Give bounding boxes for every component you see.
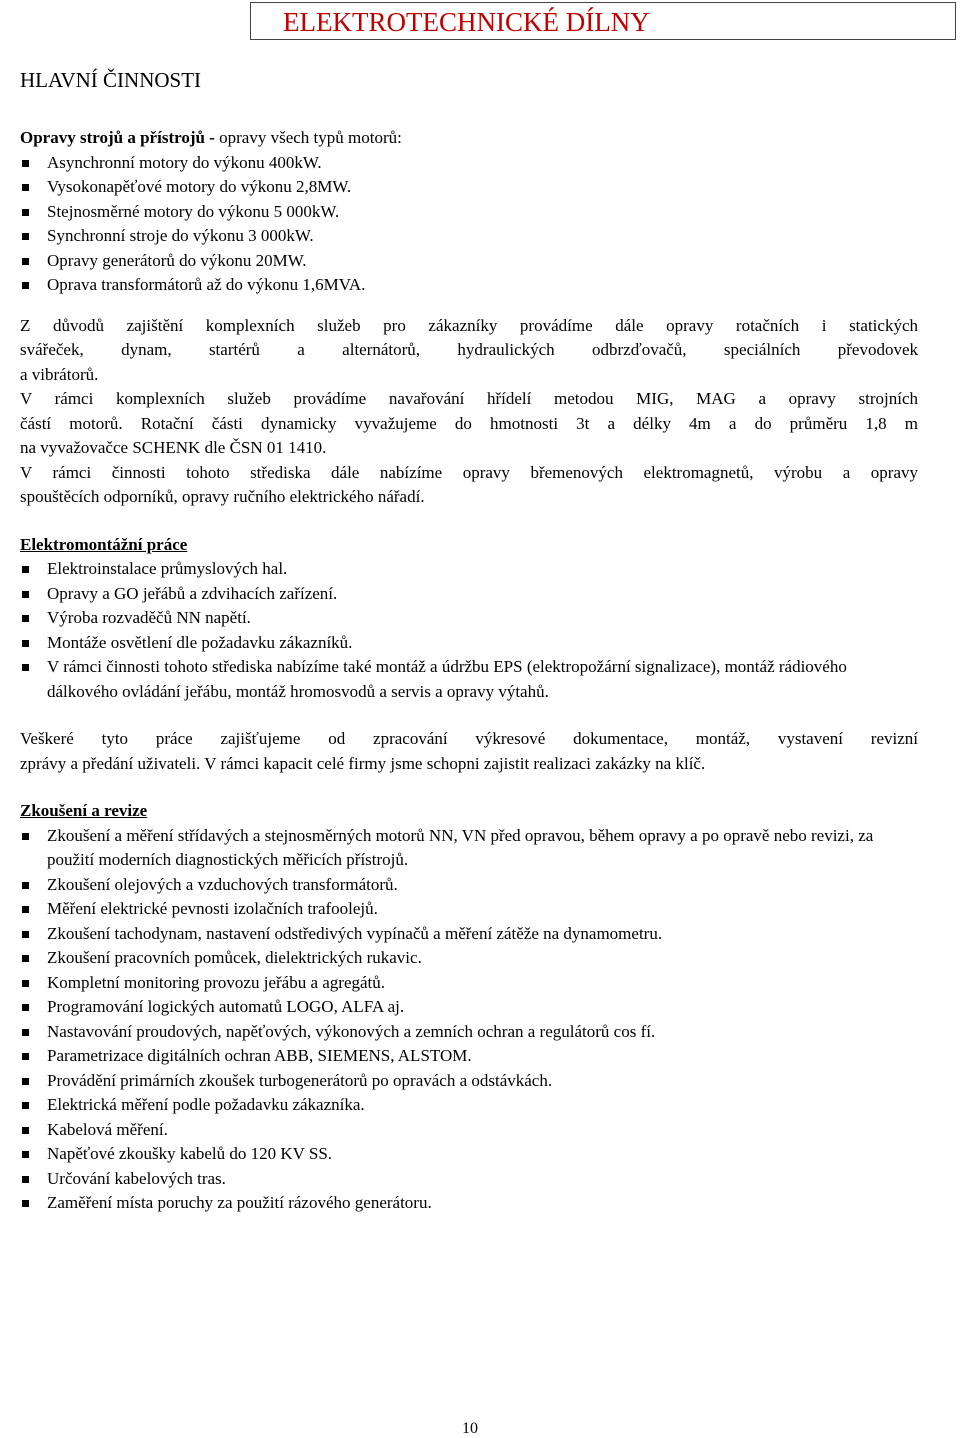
list-item bbox=[20, 1069, 920, 1094]
square-bullet-icon bbox=[22, 566, 29, 573]
list-item-text: Vysokonapěťové motory do výkonu 2,8MW. bbox=[47, 177, 352, 196]
square-bullet-icon bbox=[22, 1053, 29, 1060]
square-bullet-icon bbox=[22, 1078, 29, 1085]
list-item-text: Zkoušení tachodynam, nastavení odstředivých vypínačů a měření zátěže na dynamometru. bbox=[47, 923, 663, 943]
square-bullet-icon bbox=[22, 233, 29, 240]
list-item-text: Opravy generátorů do výkonu 20MW. bbox=[47, 250, 307, 270]
section2-list bbox=[20, 557, 920, 704]
list-item-text: Zaměření místa poruchy za použití rázového generátoru. bbox=[47, 1193, 432, 1212]
list-item bbox=[20, 200, 920, 225]
main-heading: HLAVNÍ ČINNOSTI bbox=[20, 68, 202, 92]
list-item-text: Kompletní monitoring provozu jeřábu a agregátů. bbox=[47, 972, 386, 992]
section2-heading bbox=[20, 533, 920, 558]
paragraph bbox=[20, 461, 920, 510]
paragraph-line: svářeček, dynam, startérů a alternátorů, hydraulických odbrzďovačů, speciálních převodovek bbox=[20, 340, 918, 359]
section2-heading-text: Elektromontážní práce bbox=[20, 534, 188, 554]
list-item-text: Zkoušení pracovních pomůcek, dielektrických rukavic. bbox=[47, 948, 422, 967]
section1-lead bbox=[20, 126, 920, 151]
list-item bbox=[20, 249, 920, 274]
list-item bbox=[20, 1044, 920, 1069]
square-bullet-icon bbox=[22, 1127, 29, 1134]
list-item-text: Výroba rozvaděčů NN napětí. bbox=[47, 608, 251, 627]
square-bullet-icon bbox=[22, 282, 29, 289]
list-item bbox=[20, 557, 920, 582]
list-item bbox=[20, 824, 920, 873]
square-bullet-icon bbox=[22, 209, 29, 216]
paragraph bbox=[20, 387, 920, 461]
square-bullet-icon bbox=[22, 184, 29, 191]
list-item bbox=[20, 1191, 920, 1216]
list-item bbox=[20, 946, 920, 971]
list-item-text: Parametrizace digitálních ochran ABB, SIEMENS, ALSTOM. bbox=[47, 1046, 472, 1065]
list-item bbox=[20, 175, 920, 200]
paragraph-line: V rámci komplexních služeb provádíme navařování hřídelí metodou MIG, MAG a opravy strojních bbox=[20, 389, 918, 408]
list-item bbox=[20, 655, 920, 704]
paragraph-line: V rámci činnosti tohoto střediska dále nabízíme opravy břemenových elektromagnetů, výrobu a opravy bbox=[20, 462, 918, 482]
list-item-text: Elektroinstalace průmyslových hal. bbox=[47, 559, 288, 578]
list-item bbox=[20, 971, 920, 996]
section3-heading-text: Zkoušení a revize bbox=[20, 801, 148, 820]
list-item-text: Elektrická měření podle požadavku zákazníka. bbox=[47, 1095, 365, 1114]
list-item-text: Stejnosměrné motory do výkonu 5 000kW. bbox=[47, 201, 340, 221]
list-item-text: Určování kabelových tras. bbox=[47, 1168, 226, 1188]
section2-paragraph bbox=[20, 727, 920, 776]
list-item bbox=[20, 1118, 920, 1143]
paragraph-line: Z důvodů zajištění komplexních služeb pro zákazníky provádíme dále opravy rotačních i statických bbox=[20, 315, 918, 335]
square-bullet-icon bbox=[22, 882, 29, 889]
square-bullet-icon bbox=[22, 640, 29, 647]
page-number: 10 bbox=[462, 1420, 478, 1437]
list-item bbox=[20, 922, 920, 947]
square-bullet-icon bbox=[22, 1102, 29, 1109]
list-item-text: Kabelová měření. bbox=[47, 1119, 168, 1139]
list-item-text: Zkoušení a měření střídavých a stejnosměrných motorů NN, VN před opravou, během opravy a po opravě nebo revizi, za použití moderních diagnostických měřicích přístrojů. bbox=[47, 825, 874, 869]
list-item bbox=[20, 995, 920, 1020]
list-item-text: Zkoušení olejových a vzduchových transformátorů. bbox=[47, 874, 398, 894]
list-item-text: V rámci činnosti tohoto střediska nabízíme také montáž a údržbu EPS (elektropožární signalizace), montáž rádiového dálkového ovládání jeřábu, montáž hromosvodů a servis a opravy výtahů. bbox=[47, 657, 847, 701]
square-bullet-icon bbox=[22, 1004, 29, 1011]
list-item-text: Programování logických automatů LOGO, ALFA aj. bbox=[47, 997, 405, 1016]
page-title: ELEKTROTECHNICKÉ DÍLNY bbox=[283, 7, 650, 37]
list-item-text: Montáže osvětlení dle požadavku zákazníků. bbox=[47, 632, 353, 652]
square-bullet-icon bbox=[22, 1176, 29, 1183]
square-bullet-icon bbox=[22, 664, 29, 671]
paragraph-line: částí motorů. Rotační části dynamicky vyvažujeme do hmotnosti 3t a délky 4m a do průměru 1,8 m bbox=[20, 413, 918, 433]
paragraph-line: zprávy a předání uživateli. V rámci kapacit celé firmy jsme schopni zajistit realizaci zakázky na klíč. bbox=[20, 753, 706, 773]
list-item-text: Nastavování proudových, napěťových, výkonových a zemních ochran a regulátorů cos fí. bbox=[47, 1021, 656, 1041]
list-item-text: Opravy a GO jeřábů a zdvihacích zařízení. bbox=[47, 583, 338, 603]
paragraph-line: na vyvažovačce SCHENK dle ČSN 01 1410. bbox=[20, 438, 327, 457]
list-item bbox=[20, 1167, 920, 1192]
section1-paragraphs bbox=[20, 314, 920, 510]
square-bullet-icon bbox=[22, 1029, 29, 1036]
paragraph-line: spouštěcích odporníků, opravy ručního elektrického nářadí. bbox=[20, 487, 425, 506]
list-item bbox=[20, 873, 920, 898]
square-bullet-icon bbox=[22, 931, 29, 938]
list-item bbox=[20, 1093, 920, 1118]
paragraph bbox=[20, 314, 920, 388]
list-item-text: Napěťové zkoušky kabelů do 120 KV SS. bbox=[47, 1144, 333, 1163]
square-bullet-icon bbox=[22, 160, 29, 167]
square-bullet-icon bbox=[22, 955, 29, 962]
list-item bbox=[20, 897, 920, 922]
document-body bbox=[20, 126, 920, 1216]
list-item bbox=[20, 151, 920, 176]
list-item-text: Synchronní stroje do výkonu 3 000kW. bbox=[47, 226, 314, 245]
section3-heading bbox=[20, 799, 920, 824]
square-bullet-icon bbox=[22, 906, 29, 913]
list-item bbox=[20, 1020, 920, 1045]
square-bullet-icon bbox=[22, 258, 29, 265]
section1-lead-bold: Opravy strojů a přístrojů - bbox=[20, 128, 215, 147]
paragraph-line: Veškeré tyto práce zajišťujeme od zpracování výkresové dokumentace, montáž, vystavení revizní bbox=[20, 729, 918, 748]
list-item-text: Měření elektrické pevnosti izolačních trafoolejů. bbox=[47, 899, 378, 918]
section1-list bbox=[20, 151, 920, 298]
list-item bbox=[20, 273, 920, 298]
list-item bbox=[20, 631, 920, 656]
square-bullet-icon bbox=[22, 1200, 29, 1207]
list-item bbox=[20, 582, 920, 607]
section-title-box bbox=[250, 2, 956, 40]
paragraph-line: a vibrátorů. bbox=[20, 364, 99, 384]
list-item-text: Oprava transformátorů až do výkonu 1,6MVA. bbox=[47, 275, 366, 294]
square-bullet-icon bbox=[22, 1151, 29, 1158]
list-item bbox=[20, 1142, 920, 1167]
list-item-text: Provádění primárních zkoušek turbogenerátorů po opravách a odstávkách. bbox=[47, 1070, 553, 1090]
list-item-text: Asynchronní motory do výkonu 400kW. bbox=[47, 152, 322, 172]
list-item bbox=[20, 224, 920, 249]
section1-lead-rest: opravy všech typů motorů: bbox=[214, 128, 402, 147]
square-bullet-icon bbox=[22, 833, 29, 840]
section3-list bbox=[20, 824, 920, 1216]
list-item bbox=[20, 606, 920, 631]
square-bullet-icon bbox=[22, 591, 29, 598]
square-bullet-icon bbox=[22, 615, 29, 622]
square-bullet-icon bbox=[22, 980, 29, 987]
